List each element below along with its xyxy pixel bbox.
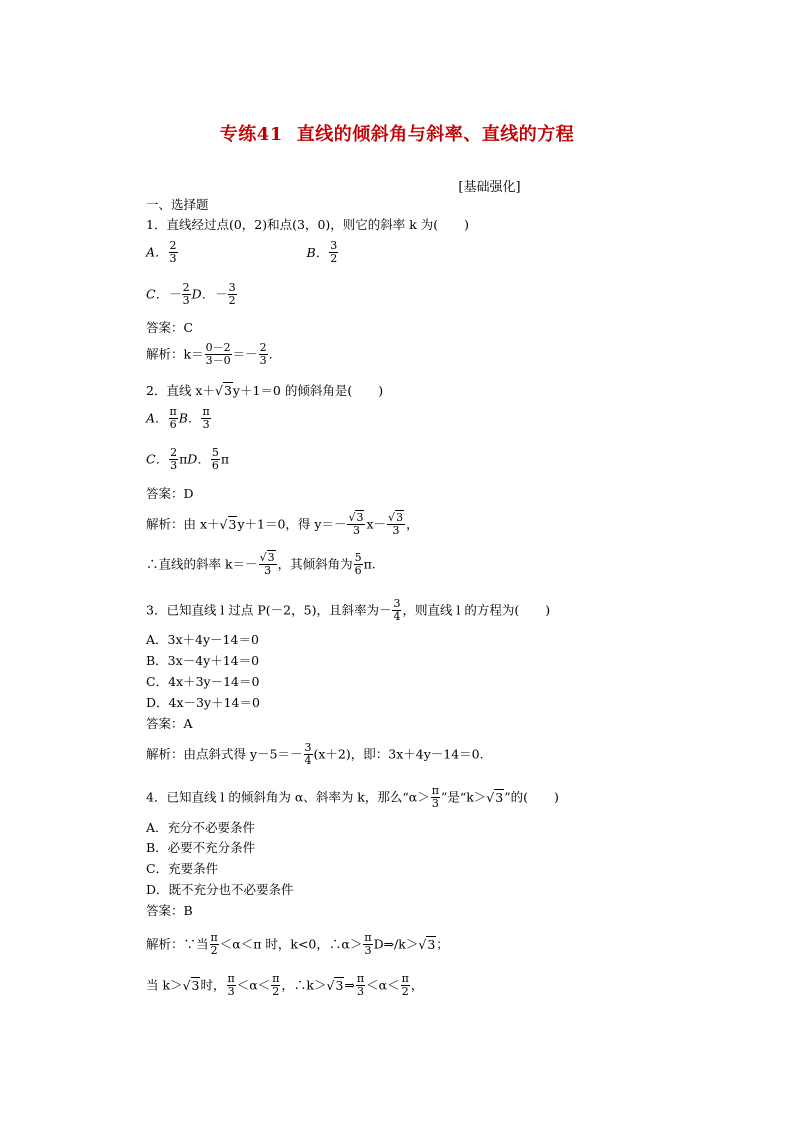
fraction: $\frac{√3}{3}$ bbox=[259, 551, 275, 577]
question-1-options-cd: C．－ $\frac{2}{3}$ D．－ $\frac{3}{2}$ bbox=[146, 281, 236, 307]
question-4-option-a: A．充分不必要条件 bbox=[146, 820, 256, 835]
fraction: $\frac{3}{4}$ bbox=[304, 741, 312, 767]
page-title bbox=[0, 120, 794, 146]
question-3-option-c: C．4x＋3y－14＝0 bbox=[146, 674, 260, 689]
sqrt-symbol: √3 bbox=[219, 516, 237, 532]
question-4-stem: 4．已知直线 l 的倾斜角为 α、斜率为 k，那么“α＞ $\frac{\pi}{3}$ ”是“k＞√3”的( ) bbox=[146, 784, 559, 810]
question-3-option-a: A．3x＋4y－14＝0 bbox=[146, 632, 259, 647]
question-2-options-ab: A． $\frac{\pi}{6}$ B． $\frac{\pi}{3}$ bbox=[146, 405, 210, 431]
sqrt-symbol: √3 bbox=[326, 977, 344, 993]
title-number: 专练41 bbox=[219, 124, 283, 145]
fraction: $\frac{√3}{3}$ bbox=[348, 511, 364, 537]
fraction: $\frac{\pi}{3}$ bbox=[227, 972, 235, 998]
question-2-answer: 答案：D bbox=[146, 486, 194, 501]
question-3-explanation: 解析：由点斜式得 y－5＝－ $\frac{3}{4}$ (x＋2)，即：3x＋4y－14＝0. bbox=[146, 741, 484, 767]
question-3-stem: 3．已知直线 l 过点 P(－2，5)，且斜率为－ $\frac{3}{4}$ ，则直线 l 的方程为( ) bbox=[146, 597, 551, 623]
question-2-options-cd: C． $\frac{2}{3}$ πD． $\frac{5}{6}$ π bbox=[146, 446, 230, 472]
question-1-answer: 答案：C bbox=[146, 320, 194, 335]
fraction: $\frac{2}{3}$ bbox=[170, 446, 178, 472]
question-3-answer: 答案：A bbox=[146, 716, 193, 731]
fraction: $\frac{\pi}{2}$ bbox=[210, 931, 218, 957]
sqrt-symbol: √3 bbox=[418, 936, 436, 952]
fraction: $\frac{3}{2}$ bbox=[228, 281, 236, 307]
question-1-options-ab: A． $\frac{2}{3}$ B． $\frac{3}{2}$ bbox=[146, 239, 338, 265]
fraction: $\frac{\pi}{6}$ bbox=[169, 405, 177, 431]
fraction: $\frac{0-2}{3-0}$ bbox=[205, 341, 231, 367]
question-4-option-c: C．充要条件 bbox=[146, 861, 219, 876]
fraction: $\frac{3}{4}$ bbox=[393, 597, 401, 623]
question-1-stem: 1．直线经过点(0，2)和点(3，0)，则它的斜率 k 为( ) bbox=[146, 217, 470, 232]
title-topic: 直线的倾斜角与斜率、直线的方程 bbox=[296, 124, 575, 145]
fraction: $\frac{√3}{3}$ bbox=[388, 511, 404, 537]
sqrt-symbol: √3 bbox=[486, 789, 504, 805]
fraction: $\frac{\pi}{3}$ bbox=[364, 931, 372, 957]
fraction: $\frac{5}{6}$ bbox=[211, 446, 219, 472]
question-4-option-d: D．既不充分也不必要条件 bbox=[146, 882, 294, 897]
question-2-explanation-1: 解析：由 x＋√3y＋1＝0，得 y＝－ $\frac{√3}{3}$ x－ $\frac{√3}{3}$ ， bbox=[146, 511, 419, 537]
question-4-answer: 答案：B bbox=[146, 903, 193, 918]
fraction: $\frac{\pi}{2}$ bbox=[401, 972, 409, 998]
sqrt-symbol: √3 bbox=[182, 977, 200, 993]
question-2-explanation-2: ∴直线的斜率 k＝－ $\frac{√3}{3}$ ，其倾斜角为 $\frac{5}{6}$ π. bbox=[146, 551, 376, 577]
question-4-option-b: B．必要不充分条件 bbox=[146, 840, 256, 855]
fraction: $\frac{5}{6}$ bbox=[354, 551, 362, 577]
sqrt-symbol: √3 bbox=[214, 383, 232, 398]
section-label: [基础强化] bbox=[458, 180, 521, 195]
fraction: $\frac{2}{3}$ bbox=[182, 281, 190, 307]
question-2-stem: 2．直线 x＋√3y＋1＝0 的倾斜角是( ) bbox=[146, 383, 384, 398]
fraction: $\frac{2}{3}$ bbox=[169, 239, 177, 265]
fraction: $\frac{2}{3}$ bbox=[259, 341, 267, 367]
question-3-option-d: D．4x－3y＋14＝0 bbox=[146, 695, 260, 710]
section-heading: 一、选择题 bbox=[146, 197, 209, 212]
question-4-explanation-2: 当 k＞√3时， $\frac{\pi}{3}$ ＜α＜ $\frac{\pi}{2}$ ，∴k＞√3⇒ $\frac{\pi}{3}$ ＜α＜ $\frac{\pi}{2}$ ， bbox=[146, 972, 424, 998]
question-3-option-b: B．3x－4y＋14＝0 bbox=[146, 653, 260, 668]
fraction: $\frac{\pi}{3}$ bbox=[202, 405, 210, 431]
fraction: $\frac{\pi}{2}$ bbox=[272, 972, 280, 998]
fraction: $\frac{\pi}{3}$ bbox=[356, 972, 365, 998]
fraction: $\frac{\pi}{3}$ bbox=[431, 784, 439, 810]
question-4-explanation-1: 解析：∵当 $\frac{\pi}{2}$ ＜α＜π 时，k<0，∴α＞ $\frac{\pi}{3}$ D⇒/k＞√3； bbox=[146, 931, 449, 957]
fraction: $\frac{3}{2}$ bbox=[330, 239, 338, 265]
question-1-explanation: 解析：k＝ $\frac{0-2}{3-0}$ ＝－ $\frac{2}{3}$ . bbox=[146, 341, 273, 367]
